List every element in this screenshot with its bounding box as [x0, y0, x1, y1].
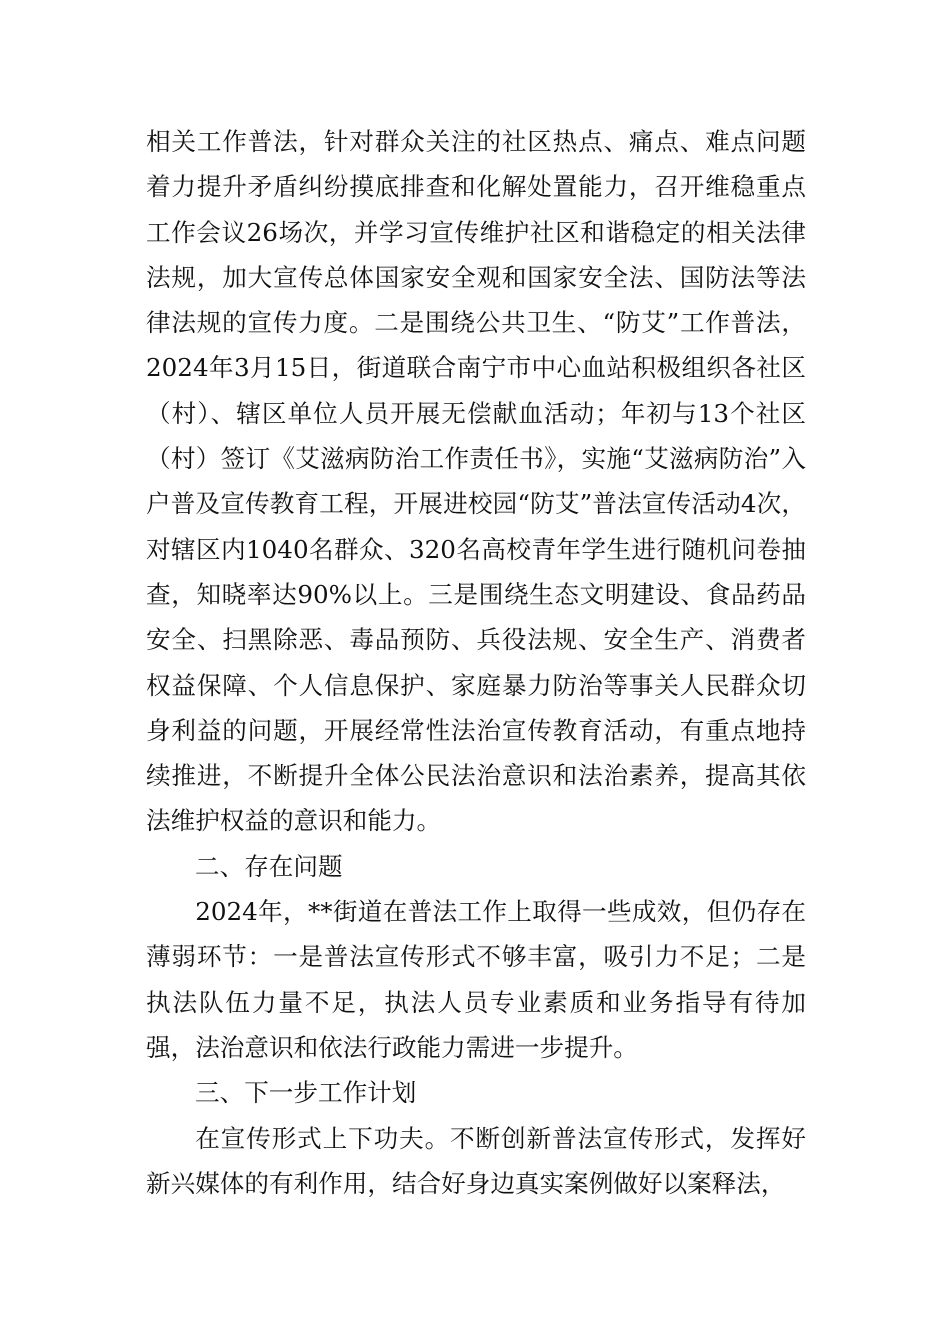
paragraph-problems: 2024年，**街道在普法工作上取得一些成效，但仍存在薄弱环节：一是普法宣传形式不够丰富，吸引力不足；二是执法队伍力量不足，执法人员专业素质和业务指导有待加强，法治意识和依法行政能力需进一步提升。	[146, 897, 806, 1062]
paragraph-next-steps: 在宣传形式上下功夫。不断创新普法宣传形式，发挥好新兴媒体的有利作用，结合好身边真实案例做好以案释法，	[146, 1123, 806, 1198]
paragraph-continuation: 相关工作普法，针对群众关注的社区热点、痛点、难点问题着力提升矛盾纠纷摸底排查和化解处置能力，召开维稳重点工作会议26场次，并学习宣传维护社区和谐稳定的相关法律法规，加大宣传总体国家安全观和国家安全法、国防法等法律法规的宣传力度。二是围绕公共卫生、“防艾”工作普法，2024年3月15日，街道联合南宁市中心血站积极组织各社区（村）、辖区单位人员开展无偿献血活动；年初与13个社区（村）签订《艾滋病防治工作责任书》，实施“艾滋病防治”入户普及宣传教育工程，开展进校园“防艾”普法宣传活动4次，对辖区内1040名群众、320名高校青年学生进行随机问卷抽查，知晓率达90%以上。三是围绕生态文明建设、食品药品安全、扫黑除恶、毒品预防、兵役法规、安全生产、消费者权益保障、个人信息保护、家庭暴力防治等事关人民群众切身利益的问题，开展经常性法治宣传教育活动，有重点地持续推进，不断提升全体公民法治意识和法治素养，提高其依法维护权益的意识和能力。	[146, 127, 806, 836]
section-heading-problems: 二、存在问题	[195, 851, 343, 881]
document-body	[146, 119, 806, 1206]
section-heading-next-steps: 三、下一步工作计划	[195, 1078, 417, 1108]
